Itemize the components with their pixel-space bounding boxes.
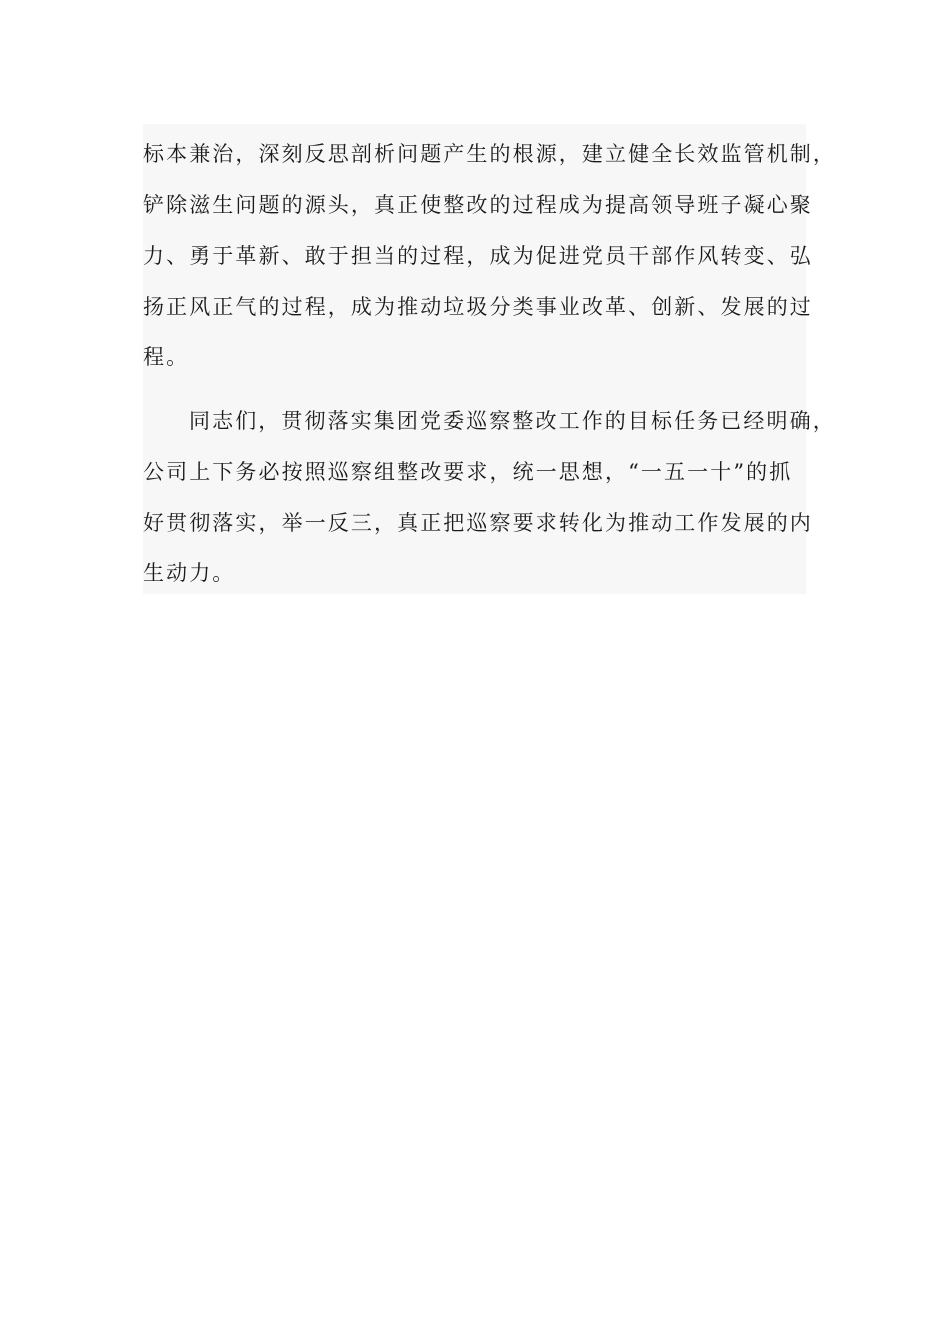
paragraph-2-line-1: 同志们，贯彻落实集团党委巡察整改工作的目标任务已经明确，: [189, 409, 836, 433]
paragraph-1-line-3: 力、勇于革新、敢于担当的过程，成为促进党员干部作风转变、弘: [143, 244, 813, 268]
paragraph-2-line-3: 好贯彻落实，举一反三，真正把巡察要求转化为推动工作发展的内: [143, 511, 813, 535]
document-body: [143, 124, 836, 594]
paragraph-2-line-4: 生动力。: [143, 561, 236, 585]
paragraph-2-line-2: 公司上下务必按照巡察组整改要求，统一思想，“一五一十”的抓: [143, 460, 793, 484]
paragraph-1-line-1: 标本兼治，深刻反思剖析问题产生的根源，建立健全长效监管机制，: [143, 142, 836, 166]
paragraph-1-line-5: 程。: [143, 345, 190, 369]
paragraph-1-line-4: 扬正风正气的过程，成为推动垃圾分类事业改革、创新、发展的过: [143, 295, 813, 319]
paragraph-1-line-2: 铲除滋生问题的源头，真正使整改的过程成为提高领导班子凝心聚: [143, 193, 813, 217]
